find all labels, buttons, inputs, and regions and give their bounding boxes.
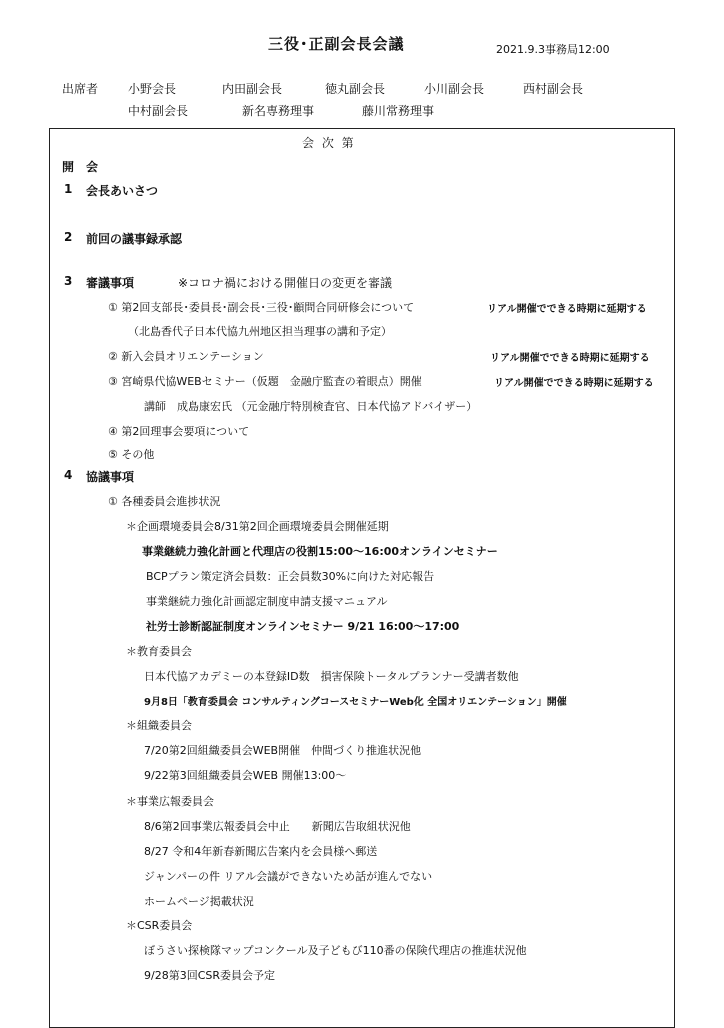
committee-line: 9/22第3回組織委員会WEB 開催13:00～ xyxy=(144,769,347,782)
item-number: 2 xyxy=(64,230,73,244)
item-number: 3 xyxy=(64,274,73,288)
attendee-name: 内田副会長 xyxy=(222,82,283,96)
sub-item: ② 新入会員オリエンテーション xyxy=(108,350,264,363)
item-title: 協議事項 xyxy=(86,470,135,484)
sub-item: ① 各種委員会進捗状況 xyxy=(108,495,221,508)
sub-item-status: リアル開催でできる時期に延期する xyxy=(487,304,647,315)
committee-line: ぼうさい探検隊マップコンクール及子どもび110番の保険代理店の推進状況他 xyxy=(144,944,527,957)
sub-item-status: リアル開催でできる時期に延期する xyxy=(490,353,650,364)
attendee-name: 徳丸副会長 xyxy=(325,82,386,96)
item-number: 1 xyxy=(64,182,73,196)
item-number: 4 xyxy=(64,468,73,482)
sub-item: ③ 宮崎県代協WEBセミナー（仮題 金融庁監査の着眼点）開催 xyxy=(108,375,422,388)
sub-item: ① 第2回支部長･委員長･副会長･三役･顧問合同研修会について xyxy=(108,301,415,314)
sub-item-status: リアル開催でできる時期に延期する xyxy=(494,378,654,389)
committee-line: ジャンパーの件 リアル会議ができないため話が進んでない xyxy=(144,870,433,883)
item-title: 会長あいさつ xyxy=(86,184,159,198)
page-title: 三役･正副会長会議 xyxy=(268,35,405,53)
committee-heading: ＊CSR委員会 xyxy=(126,919,193,932)
attendee-name: 藤川常務理事 xyxy=(362,104,435,118)
committee-line: 事業継続力強化計画と代理店の役割15:00～16:00オンラインセミナー xyxy=(142,545,498,558)
sub-item: 講師 成島康宏氏 （元金融庁特別検査官、日本代協アドバイザー） xyxy=(144,400,478,413)
committee-heading: ＊教育委員会 xyxy=(126,645,192,658)
attendee-name: 西村副会長 xyxy=(523,82,584,96)
committee-line: 7/20第2回組織委員会WEB開催 仲間づくり推進状況他 xyxy=(144,744,422,757)
committee-line: 8/6第2回事業広報委員会中止 新聞広告取組状況他 xyxy=(144,820,411,833)
committee-line: 9/28第3回CSR委員会予定 xyxy=(144,969,276,982)
attendee-name: 小川副会長 xyxy=(424,82,485,96)
committee-line: 日本代協アカデミーの本登録ID数 損害保険トータルプランナー受講者数他 xyxy=(144,670,519,683)
agenda-open: 開 会 xyxy=(62,160,99,174)
committee-heading: ＊組織委員会 xyxy=(126,719,192,732)
attendee-name: 小野会長 xyxy=(128,82,177,96)
committee-line: ホームページ掲載状況 xyxy=(144,895,254,908)
sub-item: （北島香代子日本代協九州地区担当理事の講和予定） xyxy=(128,325,392,338)
item-note: ※コロナ禍における開催日の変更を審議 xyxy=(178,276,393,290)
item-title: 前回の議事録承認 xyxy=(86,232,183,246)
sub-item: ④ 第2回理事会要項について xyxy=(108,425,250,438)
attendee-name: 新名専務理事 xyxy=(242,104,315,118)
attendees-label: 出席者 xyxy=(62,82,99,96)
meeting-date: 2021.9.3事務局12:00 xyxy=(496,43,610,56)
committee-line: BCPプラン策定済会員数：正会員数30%に向けた対応報告 xyxy=(146,570,435,583)
agenda-heading: 会 次 第 xyxy=(302,136,356,150)
committee-line: 社労士診断認証制度オンラインセミナー 9/21 16:00～17:00 xyxy=(146,620,460,633)
committee-line: 8/27 令和4年新春新聞広告案内を会員様へ郵送 xyxy=(144,845,378,858)
committee-line: 9月8日「教育委員会 コンサルティングコースセミナーWeb化 全国オリエンテーション」開催 xyxy=(144,697,567,708)
committee-line: 事業継続力強化計画認定制度申請支援マニュアル xyxy=(146,595,388,608)
sub-item: ⑤ その他 xyxy=(108,448,155,461)
committee-heading: ＊事業広報委員会 xyxy=(126,795,214,808)
item-title: 審議事項 xyxy=(86,276,135,290)
committee-heading: ＊企画環境委員会8/31第2回企画環境委員会開催延期 xyxy=(126,520,389,533)
attendee-name: 中村副会長 xyxy=(128,104,189,118)
